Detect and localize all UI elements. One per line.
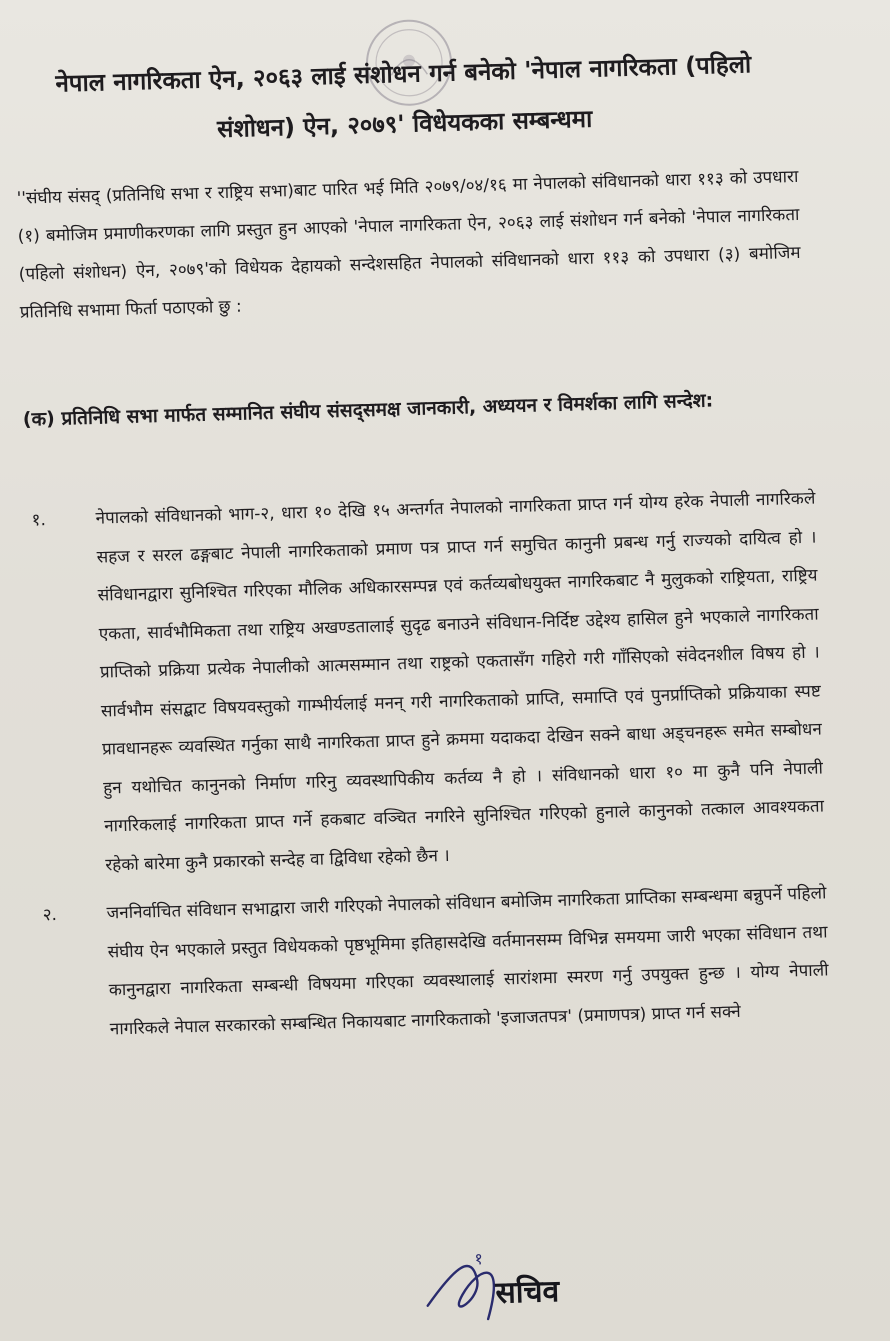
intro-paragraph: ''संघीय संसद् (प्रतिनिधि सभा र राष्ट्रिय सभा)बाट पारित भई मिति २०७९/०४/१६ मा नेपालको संविधानको धारा ११३ को उपधारा (१) बमोजिम प्रमाणीकरणका लागि प्रस्तुत हुन आएको 'नेपाल नागरिकता ऐन, २०६३ लाई संशोधन गर्न बनेको 'नेपाल नागरिकता (पहिलो संशोधन) ऐन, २०७९'को विधेयक देहायको सन्देशसहित नेपालको संविधानको धारा ११३ को उपधारा (३) बमोजिम प्रतिनिधि सभामा फिर्ता पठाएको छु :: [16, 166, 801, 323]
list-item: [36, 874, 830, 1050]
signatory-title: सचिव: [494, 1274, 560, 1311]
list-item-number: १.: [31, 510, 47, 531]
signature-number: १: [474, 1249, 484, 1269]
list-item-text: जननिर्वाचित संविधान सभाद्वारा जारी गरिएको नेपालको संविधान बमोजिम नागरिकता प्राप्तिका सम्बन्धमा बन्नुपर्ने पहिलो संघीय ऐन भएकाले प्रस्तुत विधेयकको पृष्ठभूमिमा इतिहासदेखि वर्तमानसम्म विभिन्न समयमा जारी भएका संविधान तथा कानुनद्वारा नागरिकता सम्बन्धी विषयमा गरिएका व्यवस्थालाई सारांशमा स्मरण गर्नु उपयुक्त हुन्छ । योग्य नेपाली नागरिकले नेपाल सरकारको सम्बन्धित निकायबाट नागरिकताको 'इजाजतपत्र' (प्रमाणपत्र) प्राप्त गर्न सक्ने: [106, 883, 829, 1039]
list-item-text: नेपालको संविधानको भाग-२, धारा १० देखि १५ अन्तर्गत नेपालको नागरिकता प्राप्त गर्न योग्य हरेक नेपाली नागरिकले सहज र सरल ढङ्गबाट नेपाली नागरिकताको प्रमाण पत्र प्राप्त गर्न समुचित कानुनी प्रबन्ध गर्नु राज्यको दायित्व हो । संविधानद्वारा सुनिश्चित गरिएका मौलिक अधिकारसम्पन्न एवं कर्तव्यबोधयुक्त नागरिकबाट नै मुलुकको राष्ट्रियता, राष्ट्रिय एकता, सार्वभौमिकता तथा राष्ट्रिय अखण्डतालाई सुदृढ बनाउने संविधान-निर्दिष्ट उद्देश्य हासिल हुने भएकाले नागरिकता प्राप्तिको प्रक्रिया प्रत्येक नेपालीको आत्मसम्मान तथा राष्ट्रको एकतासँग गहिरो गरी गाँसिएको संवेदनशील विषय हो । सार्वभौम संसद्बाट विषयवस्तुको गाम्भीर्यलाई मनन् गरी नागरिकताको प्राप्ति, समाप्ति एवं पुनर्प्राप्तिको प्रक्रियाका स्पष्ट प्रावधानहरू व्यवस्थित गर्नुका साथै नागरिकता प्राप्त हुने क्रममा यदाकदा देखिन सक्ने बाधा अड्चनहरू समेत सम्बोधन हुन यथोचित कानुनको निर्माण गरिनु व्यवस्थापिकीय कर्तव्य नै हो । संविधानको धारा १० मा कुनै पनि नेपाली नागरिकलाई नागरिकता प्राप्त गर्ने हकबाट वञ्चित नगरिने सुनिश्चित गरिएको हुनाले कानुनको तत्काल आवश्यकता रहेको बारेमा कुनै प्रकारको सन्देह वा द्विविधा रहेको छैन ।: [95, 488, 825, 876]
list-item: [25, 480, 825, 887]
numbered-list: [25, 480, 830, 1061]
section-heading: (क) प्रतिनिधि सभा मार्फत सम्मानित संघीय संसद्समक्ष जानकारी, अध्ययन र विमर्शका लागि सन्देश:: [22, 389, 714, 431]
page-title: नेपाल नागरिकता ऐन, २०६३ लाई संशोधन गर्न बनेको 'नेपाल नागरिकता (पहिलो संशोधन) ऐन, २०७९' विधेयकका सम्बन्धमा: [55, 50, 752, 144]
list-item-number: २.: [42, 904, 58, 926]
